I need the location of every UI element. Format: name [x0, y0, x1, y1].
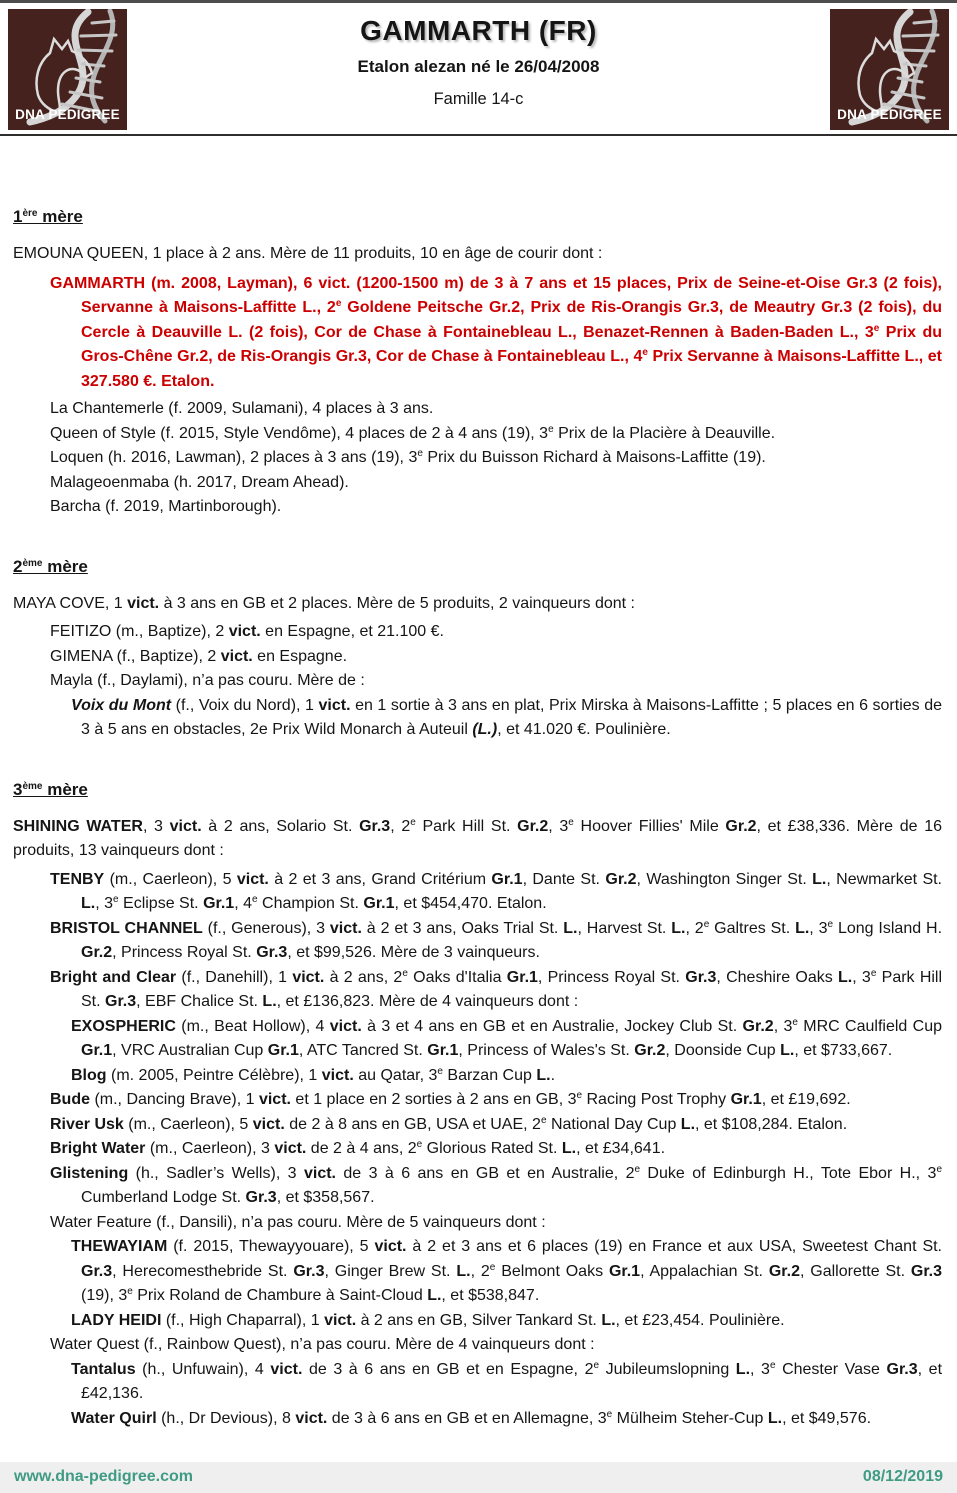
paragraph-exospheric: EXOSPHERIC (m., Beat Hollow), 4 vict. à 3 et 4 ans en GB et en Australie, Jockey Club St. Gr.2, 3e MRC Caulfield Cup Gr.1, VRC Australian Cup Gr.1, ATC Tancred St. Gr.1, Princess of Wales's St. Gr.2, Doonside Cup L., et $733,667. — [71, 1016, 943, 1059]
paragraph-barcha: Barcha (f. 2019, Martinborough). — [50, 498, 282, 515]
paragraph-bright-water: Bright Water (m., Caerleon), 3 vict. de 2 à 4 ans, 2e Glorious Rated St. L., et £34,641. — [50, 1139, 666, 1157]
paragraph-queen-of-style: Queen of Style (f. 2015, Style Vendôme), 4 places de 2 à 4 ans (19), 3e Prix de la Placière à Deauville. — [50, 423, 776, 442]
paragraph-thewayiam: THEWAYIAM (f. 2015, Thewayyouare), 5 vict. à 2 et 3 ans et 6 places (19) en France et aux USA, Sweetest Chant St. Gr.3, Herecomesthebride St. Gr.3, Ginger Brew St. L., 2e Belmont Oaks Gr.1, Appalachian St. Gr.2, Gallorette St. Gr.3 (19), 3e Prix Roland de Chambure à Saint-Cloud L., et $538,847. — [71, 1238, 943, 1304]
website-link[interactable]: www.dna-pedigree.com — [14, 1468, 193, 1486]
paragraph-feitizo: FEITIZO (m., Baptize), 2 vict. en Espagne, et 21.100 €. — [50, 623, 444, 640]
logo-label: DNA PEDIGREE — [15, 106, 120, 122]
page-footer — [0, 1462, 957, 1493]
paragraph-mayla: Mayla (f., Daylami), n’a pas couru. Mère de : — [50, 672, 365, 689]
paragraph-gimena: GIMENA (f., Baptize), 2 vict. en Espagne. — [50, 647, 348, 665]
report-date: 08/12/2019 — [862, 1468, 943, 1486]
section-heading-3eme-mere: 3ème mère — [13, 779, 88, 799]
paragraph-emouna-queen: EMOUNA QUEEN, 1 place à 2 ans. Mère de 11 produits, 10 en âge de courir dont : — [13, 245, 603, 262]
page-title: GAMMARTH (FR) — [360, 15, 597, 46]
paragraph-shining-water: SHINING WATER, 3 vict. à 2 ans, Solario St. Gr.3, 2e Park Hill St. Gr.2, 3e Hoover Fillies' Mile Gr.2, et £38,336. Mère de 16 produits, 13 vainqueurs dont : — [13, 816, 943, 859]
paragraph-water-quest: Water Quest (f., Rainbow Quest), n’a pas couru. Mère de 4 vainqueurs dont : — [50, 1336, 595, 1353]
paragraph-tenby: TENBY (m., Caerleon), 5 vict. à 2 et 3 ans, Grand Critérium Gr.1, Dante St. Gr.2, Washington Singer St. L., Newmarket St. L., 3e Eclipse St. Gr.1, 4e Champion St. Gr.1, et $454,470. Etalon. — [50, 870, 943, 912]
logo-label: DNA PEDIGREE — [837, 106, 942, 122]
dna-pedigree-logo-left — [8, 9, 127, 130]
page-header — [0, 3, 957, 136]
paragraph-blog: Blog (m. 2005, Peintre Célèbre), 1 vict. au Qatar, 3e Barzan Cup L.. — [71, 1065, 556, 1084]
paragraph-bude: Bude (m., Dancing Brave), 1 vict. et 1 place en 2 sorties à 2 ans en GB, 3e Racing Post Trophy Gr.1, et £19,692. — [50, 1090, 851, 1108]
paragraph-bright-and-clear: Bright and Clear (f., Danehill), 1 vict. à 2 ans, 2e Oaks d'Italia Gr.1, Princess Royal St. Gr.3, Cheshire Oaks L., 3e Park Hill St. Gr.3, EBF Chalice St. L., et £136,823. Mère de 4 vainqueurs dont : — [50, 967, 943, 1010]
paragraph-la-chantemerle: La Chantemerle (f. 2009, Sulamani), 4 places à 3 ans. — [50, 400, 434, 417]
paragraph-water-feature: Water Feature (f., Dansili), n’a pas couru. Mère de 5 vainqueurs dont : — [50, 1213, 546, 1231]
horse-description: Etalon alezan né le 26/04/2008 — [357, 56, 600, 76]
paragraph-gammarth: GAMMARTH (m. 2008, Layman), 6 vict. (1200-1500 m) de 3 à 7 ans et 15 places, Prix de Seine-et-Oise Gr.3 (2 fois), Servanne à Maisons-Laffitte L., 2e Goldene Peitsche Gr.2, Prix de Ris-Orangis Gr.3, de Meautry Gr.3 (2 fois), du Cercle à Deauville L. (2 fois), Cor de Chase à Fontainebleau L., Benazet-Rennen à Baden-Baden L., 3e Prix du Gros-Chêne Gr.2, de Ris-Orangis Gr.3, Cor de Chase à Fontainebleau L., 4e Prix Servanne à Maisons-Laffitte L., et 327.580 €. Etalon. — [50, 274, 942, 390]
paragraph-loquen: Loquen (h. 2016, Lawman), 2 places à 3 ans (19), 3e Prix du Buisson Richard à Maisons-Laffitte (19). — [50, 448, 766, 466]
paragraph-bristol-channel: BRISTOL CHANNEL (f., Generous), 3 vict. à 2 et 3 ans, Oaks Trial St. L., Harvest St. L., 2e Galtres St. L., 3e Long Island H. Gr.2, Princess Royal St. Gr.3, et $99,526. Mère de 3 vainqueurs. — [50, 918, 943, 961]
family-line: Famille 14-c — [433, 90, 524, 108]
section-heading-2eme-mere: 2ème mère — [13, 556, 88, 576]
paragraph-river-usk: River Usk (m., Caerleon), 5 vict. de 2 à 8 ans en GB, USA et UAE, 2e National Day Cup L., et $108,284. Etalon. — [50, 1114, 848, 1133]
paragraph-maya-cove: MAYA COVE, 1 vict. à 3 ans en GB et 2 places. Mère de 5 produits, 2 vainqueurs dont : — [13, 594, 635, 612]
paragraph-water-quirl: Water Quirl (h., Dr Devious), 8 vict. de 3 à 6 ans en GB et en Allemagne, 3e Mülheim Steher-Cup L., et $49,576. — [71, 1408, 872, 1427]
paragraph-tantalus: Tantalus (h., Unfuwain), 4 vict. de 3 à 6 ans en GB et en Espagne, 2e Jubileumslopning L., 3e Chester Vase Gr.3, et £42,136. — [71, 1359, 943, 1402]
section-heading-1ere-mere: 1ère mère — [13, 207, 83, 226]
pedigree-body — [0, 206, 957, 1431]
paragraph-lady-heidi: LADY HEIDI (f., High Chaparral), 1 vict. à 2 ans en GB, Silver Tankard St. L., et £23,454. Poulinière. — [71, 1311, 785, 1329]
paragraph-voix-du-mont: Voix du Mont (f., Voix du Nord), 1 vict. en 1 sortie à 3 ans en plat, Prix Mirska à Maisons-Laffitte ; 5 places en 6 sorties de 3 à 5 ans en obstacles, 2e Prix Wild Monarch à Auteuil (L.), et 41.020 €. Poulinière. — [71, 696, 943, 738]
paragraph-glistening: Glistening (h., Sadler’s Wells), 3 vict. de 3 à 6 ans en GB et en Australie, 2e Duke of Edinburgh H., Tote Ebor H., 3e Cumberland Lodge St. Gr.3, et $358,567. — [50, 1163, 942, 1206]
paragraph-malageoenmaba: Malageoenmaba (h. 2017, Dream Ahead). — [50, 473, 349, 491]
dna-pedigree-logo-right — [830, 9, 949, 130]
